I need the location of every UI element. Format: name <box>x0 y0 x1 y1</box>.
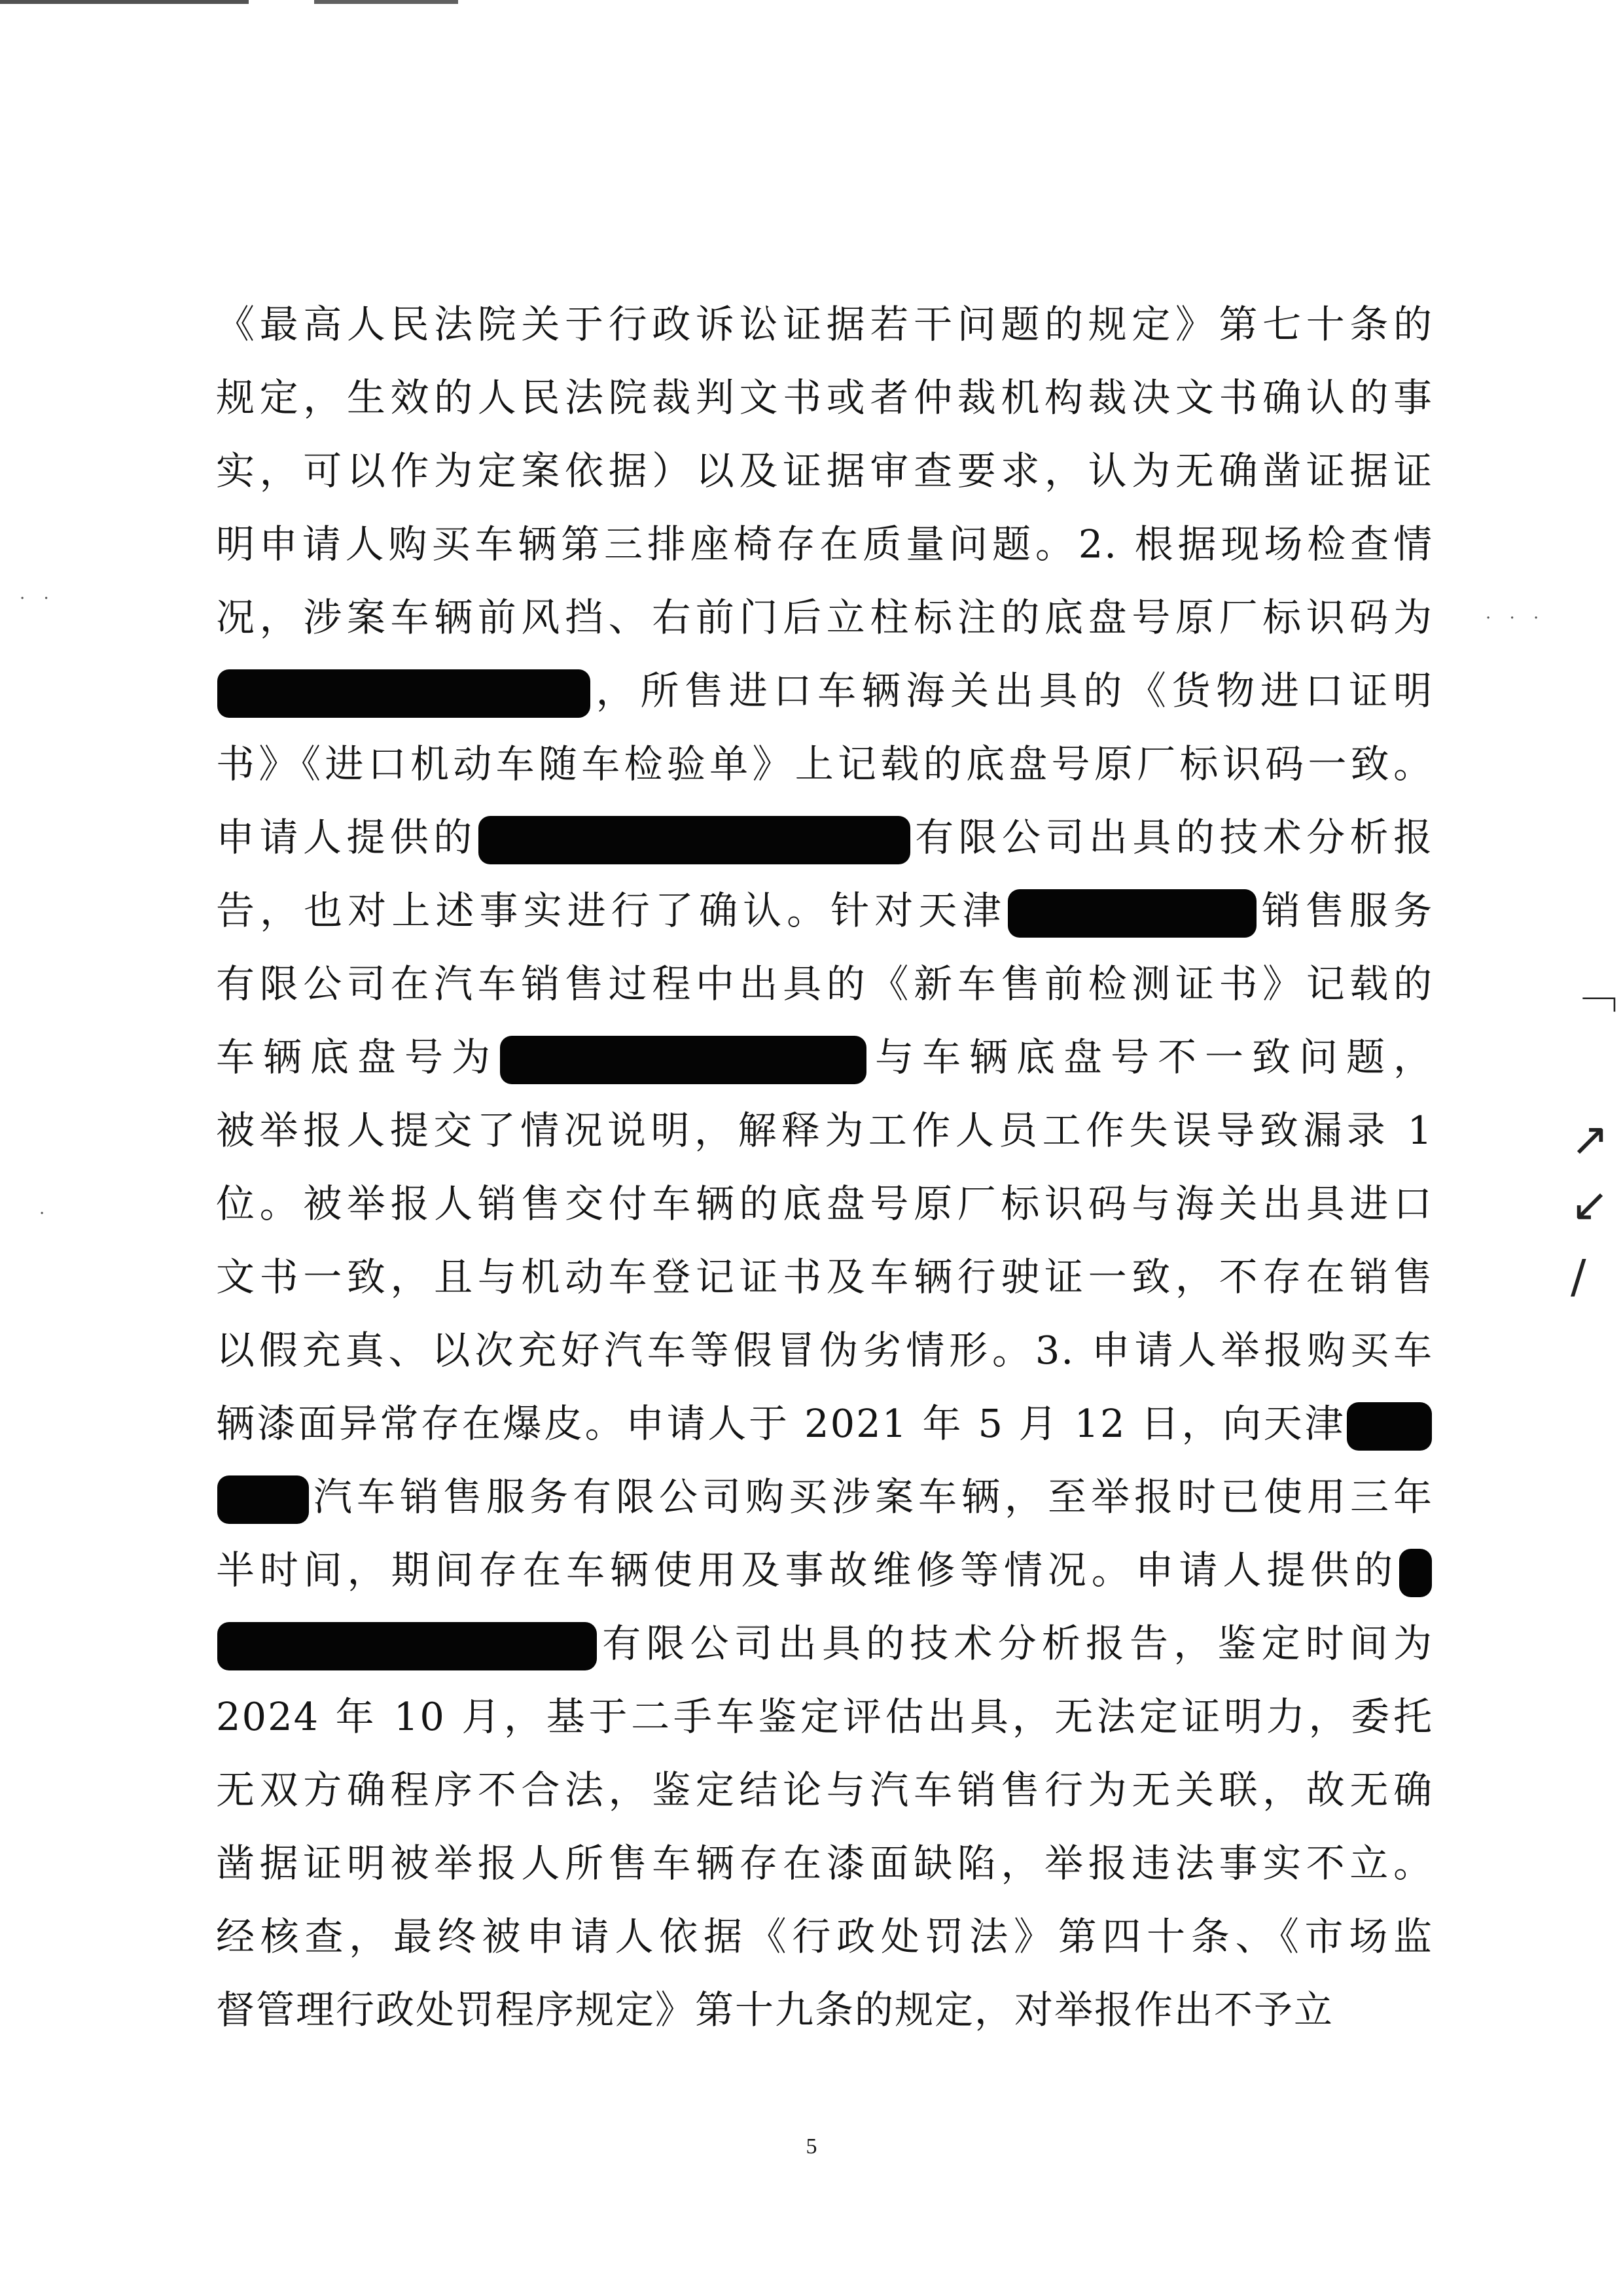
text-line: 明申请人购买车辆第三排座椅存在质量问题。2. 根据现场检查情 <box>216 521 1433 567</box>
text-line: 汽车销售服务有限公司购买涉案车辆，至举报时已使用三年 <box>216 1460 1433 1534</box>
redaction-block <box>1347 1402 1432 1451</box>
margin-stamp-fragment: ∕ <box>1571 1250 1586 1303</box>
redaction-block <box>500 1036 866 1084</box>
text-line: 凿据证明被举报人所售车辆存在漆面缺陷，举报违法事实不立。 <box>216 1841 1433 1886</box>
text-line: 实，可以作为定案依据）以及证据审查要求，认为无确凿证据证 <box>216 448 1433 493</box>
text-line: 无双方确程序不合法，鉴定结论与汽车销售行为无关联，故无确 <box>216 1767 1433 1812</box>
redaction-block <box>217 669 590 718</box>
margin-stamp-fragment: ﹁ <box>1571 965 1616 1019</box>
text-line: 有限公司出具的技术分析报告，鉴定时间为 <box>216 1607 1433 1680</box>
redaction-block <box>217 1622 597 1670</box>
text-line: 规定，生效的人民法院裁判文书或者仲裁机构裁决文书确认的事 <box>216 375 1433 420</box>
text-line: 半时间，期间存在车辆使用及事故维修等情况。申请人提供的 <box>216 1534 1433 1607</box>
text-line: ，所售进口车辆海关出具的《货物进口证明 <box>216 654 1433 728</box>
page-number: 5 <box>806 2134 817 2159</box>
scan-edge-mark <box>0 0 654 4</box>
redaction-block <box>217 1475 309 1524</box>
text-line: 被举报人提交了情况说明，解释为工作人员工作失误导致漏录 1 <box>216 1108 1433 1153</box>
text-line: 经核查，最终被申请人依据《行政处罚法》第四十条、《市场监 <box>216 1914 1433 1959</box>
text-line: 车辆底盘号为 与车辆底盘号不一致问题， <box>216 1021 1433 1094</box>
redaction-block <box>1008 889 1257 938</box>
text-line: 辆漆面异常存在爆皮。申请人于 2021 年 5 月 12 日，向天津 <box>216 1387 1433 1460</box>
text-line: 有限公司在汽车销售过程中出具的《新车售前检测证书》记载的 <box>216 961 1433 1006</box>
text-line: 2024 年 10 月，基于二手车鉴定评估出具，无法定证明力，委托 <box>216 1694 1433 1739</box>
text-line: 申请人提供的 有限公司出具的技术分析报 <box>216 801 1433 874</box>
margin-stamp-fragment: ↙ <box>1571 1178 1609 1231</box>
scan-specks: · <box>39 1204 52 1224</box>
text-line: 位。被举报人销售交付车辆的底盘号原厂标识码与海关出具进口 <box>216 1181 1433 1226</box>
text-line: 以假充真、以次充好汽车等假冒伪劣情形。3. 申请人举报购买车 <box>216 1328 1433 1373</box>
text-line: 书》《进口机动车随车检验单》上记载的底盘号原厂标识码一致。 <box>216 741 1433 786</box>
scan-specks: · · · <box>1486 609 1546 628</box>
text-line: 文书一致，且与机动车登记证书及车辆行驶证一致，不存在销售 <box>216 1254 1433 1299</box>
document-body <box>216 288 1433 2047</box>
redaction-block <box>1399 1549 1432 1597</box>
margin-stamp-fragment: ↗ <box>1571 1112 1609 1166</box>
redaction-block <box>478 816 910 864</box>
text-line: 督管理行政处罚程序规定》第十九条的规定，对举报作出不予立 <box>216 1987 1334 2032</box>
scan-specks: · · <box>20 589 56 609</box>
text-line: 告，也对上述事实进行了确认。针对天津 销售服务 <box>216 874 1433 947</box>
text-line: 《最高人民法院关于行政诉讼证据若干问题的规定》第七十条的 <box>216 302 1433 347</box>
text-line: 况，涉案车辆前风挡、右前门后立柱标注的底盘号原厂标识码为 <box>216 595 1433 640</box>
